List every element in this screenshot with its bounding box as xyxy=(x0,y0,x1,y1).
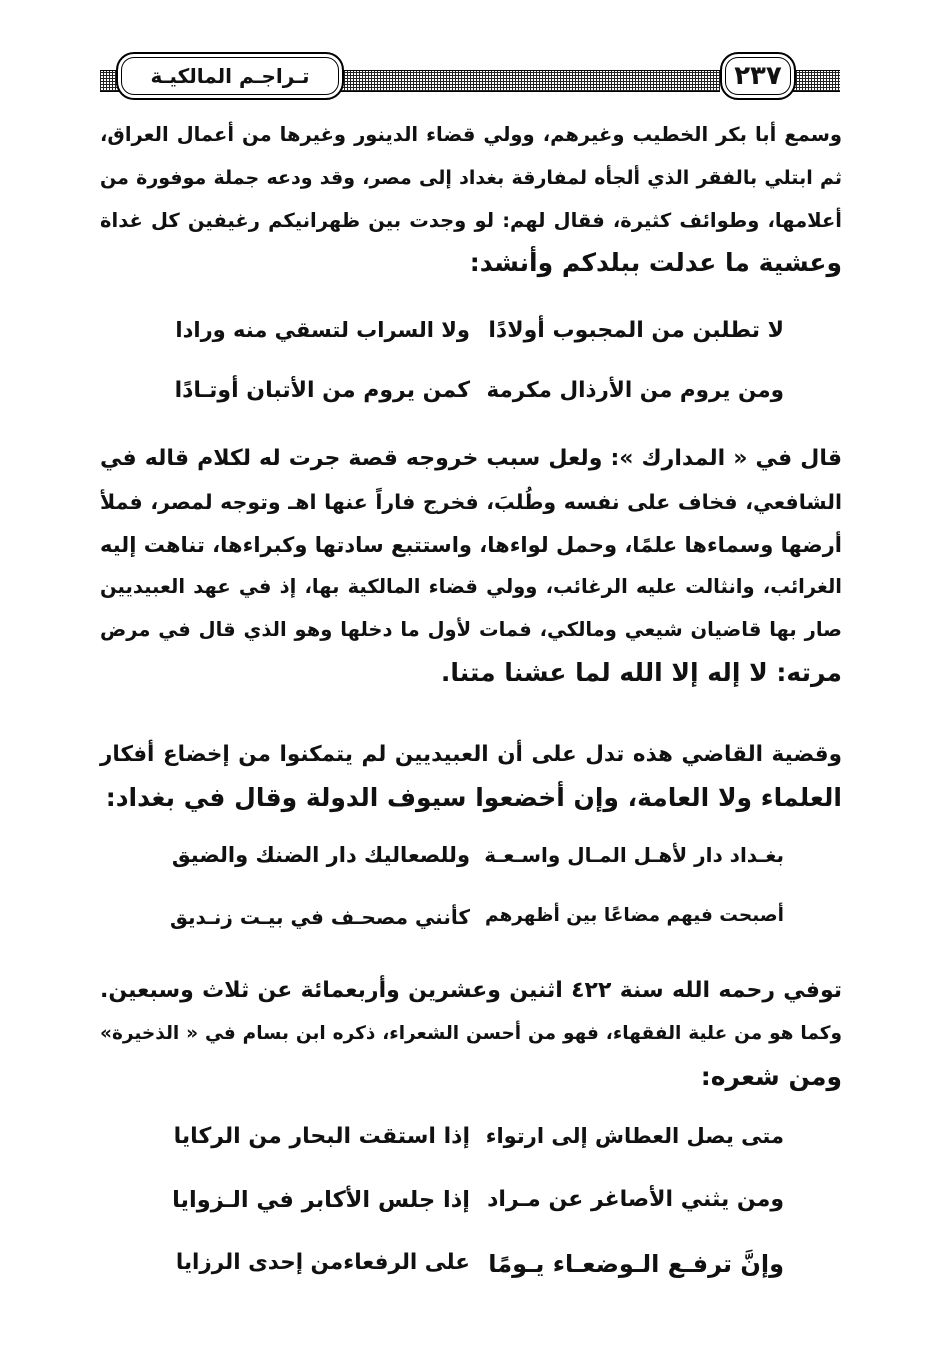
text-line: أعلامها، وطوائف كثيرة، فقال لهم: لو وجدت بين ظهرانيكم رغيفين كل غداة xyxy=(100,208,842,232)
verse-first-hemistich: ومن يثني الأصاغر عن مـراد xyxy=(487,1187,784,1212)
page-number: ٢٣٧ xyxy=(720,52,796,100)
verse-second-hemistich: إذا جلس الأكابر في الـزوايا xyxy=(172,1187,470,1213)
verse-second-hemistich: كمن يروم من الأتبان أوتـادًا xyxy=(174,378,470,403)
text-line: قال في « المدارك »: ولعل سبب خروجه قصة جرت له لكلام قاله في xyxy=(100,446,842,471)
verse-second-hemistich: وللصعاليك دار الضنك والضيق xyxy=(171,843,470,867)
text-line: العلماء ولا العامة، وإن أخضعوا سيوف الدولة وقال في بغداد: xyxy=(105,782,842,812)
verse-line xyxy=(100,905,842,945)
verse-line xyxy=(100,378,842,418)
text-line: الشافعي، فخاف على نفسه وطُلبَ، فخرج فاراً عنها اهـ وتوجه لمصر، فملأ xyxy=(100,489,842,514)
text-line: وقضية القاضي هذه تدل على أن العبيديين لم يتمكنوا من إخضاع أفكار xyxy=(100,742,842,767)
verse-second-hemistich: كأنني مصحـف في بيـت زنـديق xyxy=(169,905,470,929)
verse-first-hemistich: ومن يروم من الأرذال مكرمة xyxy=(486,378,784,403)
verse-line xyxy=(100,1187,842,1227)
verse-first-hemistich: متى يصل العطاش إلى ارتواء xyxy=(485,1124,784,1148)
verse-first-hemistich: وإنَّ ترفـع الـوضعـاء يـومًا xyxy=(488,1250,784,1278)
paragraph-3 xyxy=(100,734,842,820)
verse-line xyxy=(100,843,842,883)
paragraph-1 xyxy=(100,114,842,285)
header-ornament-middle xyxy=(338,70,720,92)
text-line: صار بها قاضيان شيعي ومالكي، فمات لأول ما دخلها وهو الذي قال في مرض xyxy=(100,618,842,642)
text-line: مرته: لا إله إلا الله لما عشنا متنا. xyxy=(440,657,842,687)
running-title: تـراجـم المالكيـة xyxy=(116,52,344,100)
verse-second-hemistich: ولا السراب لتسقي منه ورادا xyxy=(175,318,470,342)
text-line: وكما هو من علية الفقهاء، فهو من أحسن الشعراء، ذكره ابن بسام في « الذخيرة» xyxy=(100,1022,842,1044)
header-ornament-right xyxy=(790,70,840,92)
text-line: توفي رحمه الله سنة ٤٢٢ اثنين وعشرين وأربعمائة عن ثلاث وسبعين. xyxy=(100,978,843,1003)
paragraph-4 xyxy=(100,970,842,1098)
text-line: أرضها وسماءها علمًا، وحمل لواءها، واستتبع سادتها وكبراءها، تناهت إليه xyxy=(100,532,842,557)
text-line: ثم ابتلي بالفقر الذي ألجأه لمفارقة بغداد إلى مصر، وقد ودعه جملة موفورة من xyxy=(100,166,842,189)
verse-second-hemistich: على الرفعاءمن إحدى الرزايا xyxy=(175,1250,470,1275)
verse-first-hemistich: لا تطلبن من المجبوب أولادًا xyxy=(488,318,784,343)
verse-first-hemistich: أصبحت فيهم مضاعًا بين أظهرهم xyxy=(484,905,784,926)
paragraph-2 xyxy=(100,438,842,695)
verse-first-hemistich: بغـداد دار لأهـل المـال واسـعـة xyxy=(484,843,784,867)
text-line: وعشية ما عدلت ببلدكم وأنشد: xyxy=(469,248,842,278)
text-line: وسمع أبا بكر الخطيب وغيرهم، وولي قضاء الدينور وغيرها من أعمال العراق، xyxy=(100,123,842,146)
verse-line xyxy=(100,1250,842,1290)
verse-second-hemistich: إذا استقت البحار من الركايا xyxy=(173,1124,470,1149)
verse-line xyxy=(100,318,842,358)
verse-line xyxy=(100,1124,842,1164)
text-line: الغرائب، وانثالت عليه الرغائب، وولي قضاء المالكية بها، إذ في عهد العبيديين xyxy=(100,575,842,599)
text-line: ومن شعره: xyxy=(700,1061,842,1091)
